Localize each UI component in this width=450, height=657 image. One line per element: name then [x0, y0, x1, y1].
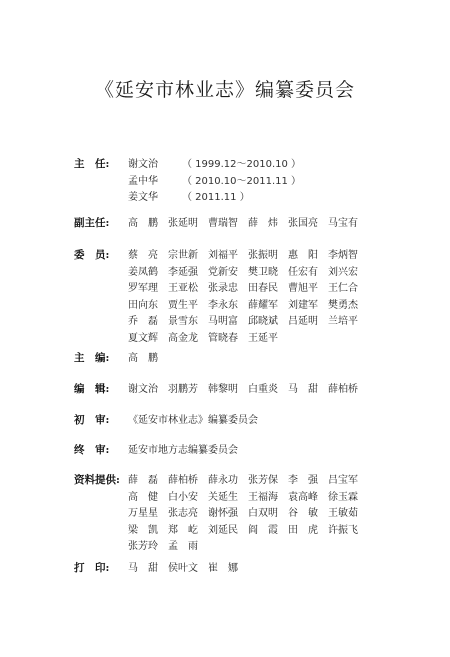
section-content — [128, 412, 258, 429]
person-name: 吕宝军 — [328, 475, 358, 486]
person-name: 惠 阳 — [288, 250, 318, 261]
person-name: 王延平 — [248, 332, 278, 344]
person-name: 姜凤鹤 — [128, 266, 158, 278]
person-name: 薛 炜 — [248, 218, 278, 229]
person-name: 张延明 — [168, 218, 198, 229]
person-name: 张国亮 — [288, 218, 318, 229]
person-name: 谢文治 — [128, 384, 158, 395]
person-name: 管晓春 — [208, 332, 238, 344]
person-name: 羽鹏芳 — [168, 384, 198, 395]
person-name: 马明富 — [208, 316, 238, 327]
list-item — [128, 156, 301, 173]
person-name: 夏文辉 — [128, 332, 158, 344]
person-name: 梁 凯 — [128, 524, 158, 536]
person-name: 张振明 — [248, 250, 278, 261]
person-name: 孟 雨 — [168, 541, 198, 552]
person-name: 韩黎明 — [208, 384, 238, 395]
section-content — [128, 247, 368, 346]
person-name: 王仁合 — [328, 283, 358, 294]
term-dates: （ 1999.12～2010.10 ） — [182, 159, 302, 170]
section-content — [128, 350, 168, 367]
person-name: 党新安 — [208, 266, 238, 278]
section-label: 终 审: — [74, 444, 110, 456]
person-name: 谢怀强 — [208, 508, 238, 519]
person-name: 白双明 — [248, 508, 278, 519]
list-item — [128, 505, 368, 522]
person-name: 任宏有 — [288, 266, 318, 278]
person-name: 李炳智 — [328, 250, 358, 261]
person-name: 罗军理 — [128, 283, 158, 294]
section-label: 委 员: — [74, 249, 110, 261]
list-item — [128, 173, 301, 190]
person-name: 袁高峰 — [288, 491, 318, 503]
person-name: 邱晓斌 — [248, 316, 278, 327]
person-name: 王敏茹 — [328, 508, 358, 519]
list-item — [128, 280, 368, 297]
person-name: 田 虎 — [288, 524, 318, 536]
person-name: 兰培平 — [328, 316, 358, 327]
person-name: 万星星 — [128, 508, 158, 519]
person-name: 王亚松 — [168, 283, 198, 294]
person-name: 刘延民 — [208, 524, 238, 536]
person-name: 阎 霞 — [248, 524, 278, 536]
person-name: 李 强 — [288, 475, 318, 486]
section-content — [128, 381, 368, 398]
person-name: 蔡 亮 — [128, 250, 158, 261]
person-name: 薛柏桥 — [328, 384, 358, 395]
list-item — [128, 247, 368, 264]
list-item — [128, 538, 368, 555]
section-content — [128, 156, 301, 206]
term-dates: （ 2011.11 ） — [182, 192, 250, 203]
list-item — [128, 522, 368, 539]
person-name: 樊勇杰 — [328, 299, 358, 311]
list-item — [128, 215, 368, 232]
person-name: 刘福平 — [208, 250, 238, 261]
person-name: 侯叶文 — [168, 563, 198, 574]
list-item — [128, 189, 301, 206]
person-name: 田向东 — [128, 299, 158, 311]
section-label: 主 任: — [74, 158, 110, 170]
person-name: 姜文华 — [128, 192, 158, 203]
list-item — [128, 264, 368, 281]
section-label: 初 审: — [74, 414, 110, 426]
person-name: 高金龙 — [168, 332, 198, 344]
section-label: 打 印: — [74, 562, 110, 574]
person-name: 宗世新 — [168, 250, 198, 261]
section-content — [128, 215, 368, 232]
person-name: 许振飞 — [328, 524, 358, 536]
person-name: 贾生平 — [168, 299, 198, 311]
person-name: 张芳保 — [248, 475, 278, 486]
person-name: 李延强 — [168, 266, 198, 278]
section-content — [128, 472, 368, 555]
person-name: 薛 磊 — [128, 475, 158, 486]
section-content — [128, 560, 248, 577]
person-name: 刘兴宏 — [328, 266, 358, 278]
person-name: 李永东 — [208, 299, 238, 311]
review-text: 延安市地方志编纂委员会 — [128, 445, 238, 456]
person-name: 刘建军 — [288, 299, 318, 311]
person-name: 高 鹏 — [128, 353, 158, 364]
list-item — [128, 381, 368, 398]
person-name: 高 健 — [128, 491, 158, 503]
person-name: 曹旭平 — [288, 283, 318, 294]
section-label: 副主任: — [74, 217, 110, 229]
list-item — [128, 330, 368, 347]
person-name: 郑 屹 — [168, 524, 198, 536]
person-name: 吕延明 — [288, 316, 318, 327]
list-item — [128, 297, 368, 314]
person-name: 孟中华 — [128, 175, 158, 187]
person-name: 曹瑞智 — [208, 218, 238, 229]
person-name: 乔 磊 — [128, 316, 158, 327]
person-name: 马 甜 — [128, 563, 158, 574]
person-name: 张志亮 — [168, 508, 198, 519]
term-dates: （ 2010.10～2011.11 ） — [182, 175, 302, 187]
person-name: 张芳玲 — [128, 541, 158, 552]
person-name: 马 甜 — [288, 384, 318, 395]
person-name: 景雪东 — [168, 316, 198, 327]
page-title: 《延安市林业志》编纂委员会 — [94, 79, 355, 101]
person-name: 王福海 — [248, 491, 278, 503]
person-name: 张录忠 — [208, 283, 238, 294]
section-label: 资料提供: — [74, 474, 120, 486]
review-text: 《延安市林业志》编纂委员会 — [128, 415, 258, 426]
person-name: 关延生 — [208, 491, 238, 503]
person-name: 樊卫晓 — [248, 266, 278, 278]
list-item — [128, 489, 368, 506]
section-label: 主 编: — [74, 352, 110, 364]
section-label: 编 辑: — [74, 383, 110, 395]
person-name: 白重炎 — [248, 384, 278, 395]
person-name: 田春民 — [248, 283, 278, 294]
list-item — [128, 350, 168, 367]
person-name: 高 鹏 — [128, 218, 158, 229]
list-item — [128, 560, 248, 577]
person-name: 白小安 — [168, 491, 198, 503]
person-name: 崔 娜 — [208, 563, 238, 574]
person-name: 薛永功 — [208, 475, 238, 486]
person-name: 薛耀军 — [248, 299, 278, 311]
person-name: 薛柏桥 — [168, 475, 198, 486]
person-name: 马宝有 — [328, 218, 358, 229]
person-name: 谢文治 — [128, 159, 158, 170]
list-item — [128, 472, 368, 489]
section-content — [128, 442, 238, 459]
person-name: 谷 敏 — [288, 508, 318, 519]
list-item — [128, 313, 368, 330]
person-name: 徐玉霖 — [328, 491, 358, 503]
